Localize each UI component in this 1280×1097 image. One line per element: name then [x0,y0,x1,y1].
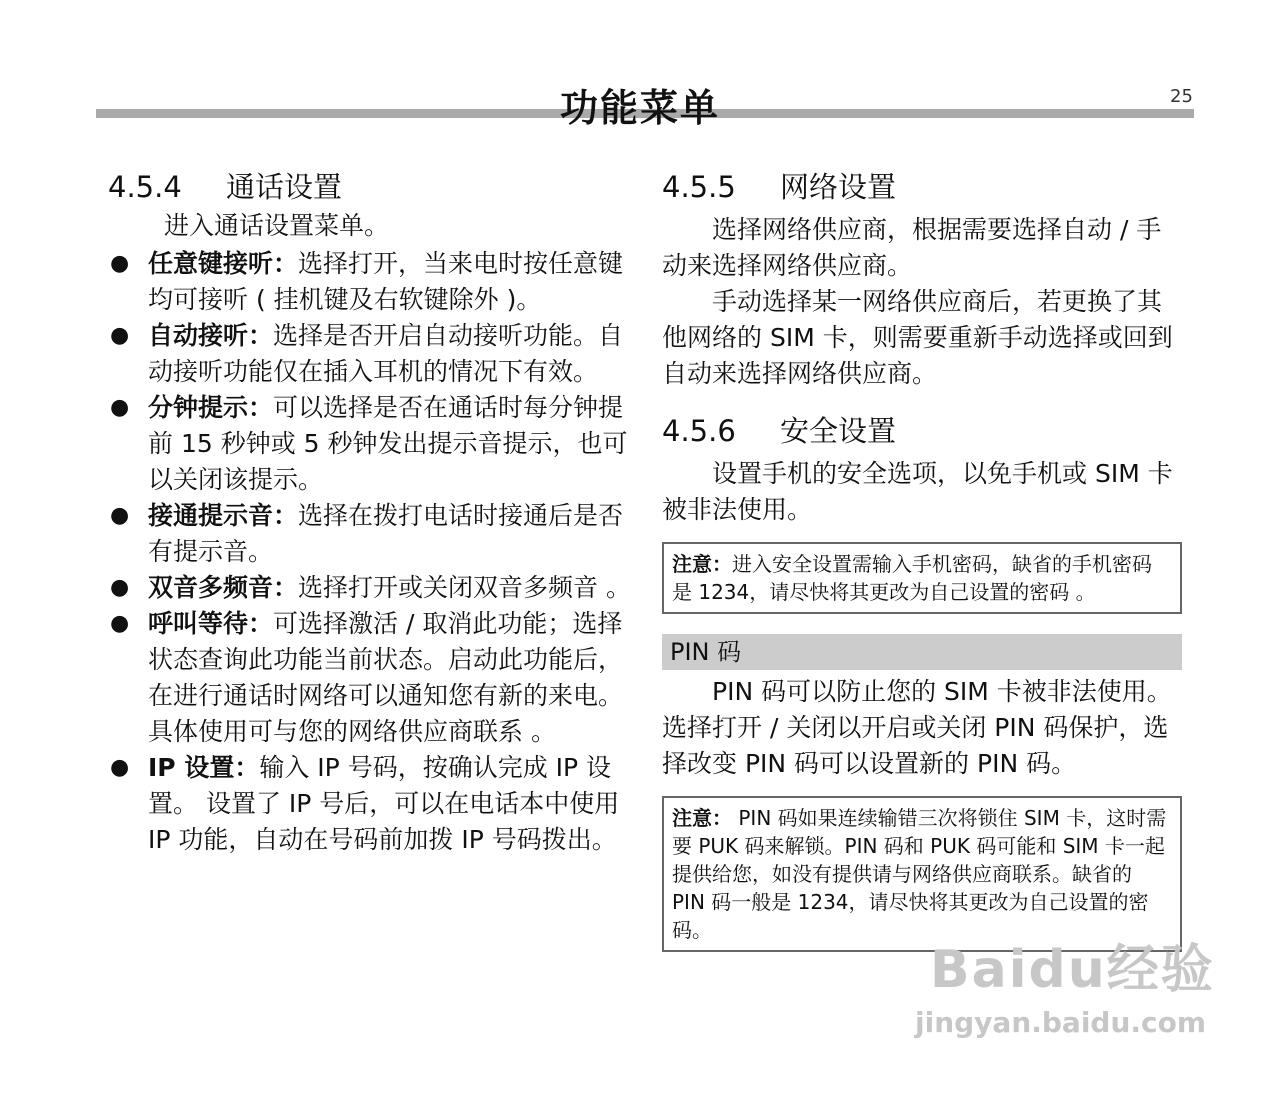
note-label: 注意： [672,806,732,830]
pin-note-box [662,796,1182,952]
call-settings-list [108,246,633,858]
section-number: 4.5.4 [108,170,182,204]
bullet-icon: ● [110,575,130,600]
section-number: 4.5.5 [662,170,736,204]
list-item: ● 接通提示音：选择在拨打电话时接通后是否有提示音。 [108,498,633,570]
note-text: PIN 码如果连续输错三次将锁住 SIM 卡，这时需要 PUK 码来解锁。PIN 码和 PUK 码可能和 SIM 卡一起提供给您，如没有提供请与网络供应商联系。缺省的 PIN 码一般是 1234，请尽快将其更改为自己设置的密码。 [672,806,1167,942]
bullet-icon: ● [110,323,130,348]
page-number: 25 [1170,86,1193,107]
list-item: ● 自动接听：选择是否开启自动接听功能。自动接听功能仅在插入耳机的情况下有效。 [108,318,633,390]
right-column [662,166,1182,952]
pin-para: PIN 码可以防止您的 SIM 卡被非法使用。选择打开 / 关闭以开启或关闭 PIN 码保护，选择改变 PIN 码可以设置新的 PIN 码。 [662,677,1172,778]
section-title: 通话设置 [226,170,343,204]
list-item: ● 任意键接听：选择打开，当来电时按任意键均可接听 ( 挂机键及右软键除外 )。 [108,246,633,318]
list-item: ● 双音多频音：选择打开或关闭双音多频音 。 [108,570,633,606]
baidu-watermark-logo: Baidu经验 [930,940,1215,1000]
bullet-icon: ● [110,251,130,276]
bullet-icon: ● [110,503,130,528]
security-note-box [662,542,1182,614]
network-para-1: 选择网络供应商，根据需要选择自动 / 手动来选择网络供应商。 [662,215,1162,280]
bullet-icon: ● [110,611,130,636]
note-text: 进入安全设置需输入手机密码，缺省的手机密码是 1234，请尽快将其更改为自己设置的密码 。 [672,552,1152,604]
network-para-2: 手动选择某一网络供应商后，若更换了其他网络的 SIM 卡，则需要重新手动选择或回到自动来选择网络供应商。 [662,287,1173,388]
list-item: ● 呼叫等待：可选择激活 / 取消此功能；选择状态查询此功能当前状态。启动此功能后，在进行通话时网络可以通知您有新的来电。具体使用可与您的网络供应商联系 。 [108,606,633,750]
intro-text: 进入通话设置菜单。 [164,211,390,240]
section-number: 4.5.6 [662,414,736,448]
pin-code-header: PIN 码 [662,634,1182,670]
section-heading-call-settings [108,166,633,208]
note-label: 注意： [672,552,732,576]
section-title: 安全设置 [780,414,897,448]
bullet-icon: ● [110,395,130,420]
baidu-watermark-url: jingyan.baidu.com [915,1006,1207,1039]
list-item: ● IP 设置：输入 IP 号码，按确认完成 IP 设置。 设置了 IP 号后，可以在电话本中使用 IP 功能，自动在号码前加拨 IP 号码拨出。 [108,750,633,858]
section-heading-network-settings [662,166,1182,208]
section-title: 网络设置 [780,170,897,204]
list-item: ● 分钟提示：可以选择是否在通话时每分钟提前 15 秒钟或 5 秒钟发出提示音提示，也可以关闭该提示。 [108,390,633,498]
bullet-icon: ● [110,755,130,780]
page-title: 功能菜单 [559,86,720,130]
security-para: 设置手机的安全选项，以免手机或 SIM 卡被非法使用。 [662,459,1173,524]
left-column [108,166,633,858]
section-heading-security-settings [662,410,1182,452]
